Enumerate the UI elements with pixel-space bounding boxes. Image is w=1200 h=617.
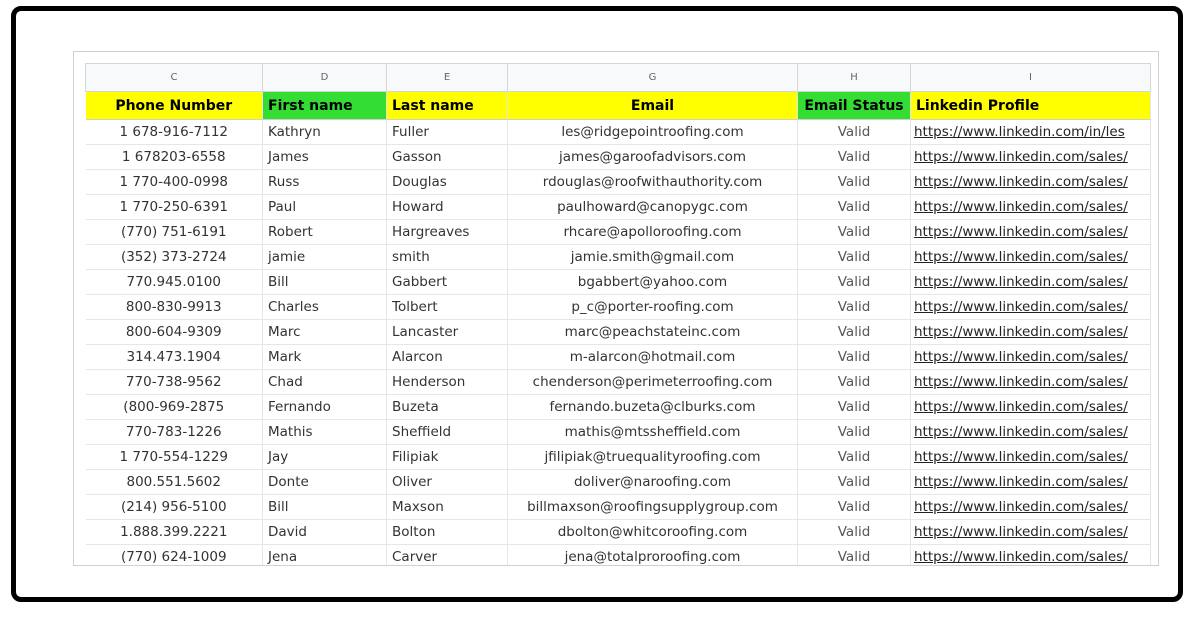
cell-email-status[interactable]: Valid	[798, 145, 911, 170]
table-row	[86, 245, 1151, 270]
cell-email-status[interactable]: Valid	[798, 420, 911, 445]
table-row	[86, 495, 1151, 520]
cell-first-name[interactable]: Donte	[263, 470, 387, 495]
cell-last-name[interactable]: Carver	[387, 545, 508, 567]
table-row	[86, 370, 1151, 395]
cell-linkedin-profile[interactable]: https://www.linkedin.com/sales/	[911, 145, 1151, 170]
cell-linkedin-profile[interactable]: https://www.linkedin.com/sales/	[911, 445, 1151, 470]
cell-linkedin-profile[interactable]: https://www.linkedin.com/sales/	[911, 170, 1151, 195]
cell-first-name[interactable]: Mathis	[263, 420, 387, 445]
cell-phone[interactable]: (352) 373-2724	[86, 245, 263, 270]
table-row	[86, 295, 1151, 320]
cell-phone[interactable]: 800.551.5602	[86, 470, 263, 495]
table-row	[86, 145, 1151, 170]
header-last-name[interactable]: Last name	[387, 92, 508, 120]
table-row	[86, 420, 1151, 445]
data-table	[85, 63, 1151, 566]
cell-first-name[interactable]: Charles	[263, 295, 387, 320]
cell-phone[interactable]: (800-969-2875	[86, 395, 263, 420]
header-phone-number[interactable]: Phone Number	[86, 92, 263, 120]
cell-email-status[interactable]: Valid	[798, 245, 911, 270]
column-letter-h[interactable]: H	[798, 64, 911, 92]
cell-linkedin-profile[interactable]: https://www.linkedin.com/sales/	[911, 420, 1151, 445]
cell-email-status[interactable]: Valid	[798, 370, 911, 395]
cell-phone[interactable]: 1 770-554-1229	[86, 445, 263, 470]
cell-linkedin-profile[interactable]: https://www.linkedin.com/in/les	[911, 120, 1151, 145]
cell-email[interactable]: jena@totalproroofing.com	[508, 545, 798, 567]
cell-last-name[interactable]: Filipiak	[387, 445, 508, 470]
cell-email[interactable]: doliver@naroofing.com	[508, 470, 798, 495]
cell-last-name[interactable]: Oliver	[387, 470, 508, 495]
cell-linkedin-profile[interactable]: https://www.linkedin.com/sales/	[911, 545, 1151, 567]
cell-last-name[interactable]: Bolton	[387, 520, 508, 545]
cell-email[interactable]: fernando.buzeta@clburks.com	[508, 395, 798, 420]
cell-phone[interactable]: 1 770-400-0998	[86, 170, 263, 195]
cell-phone[interactable]: 1 678203-6558	[86, 145, 263, 170]
header-first-name[interactable]: First name	[263, 92, 387, 120]
cell-first-name[interactable]: Bill	[263, 270, 387, 295]
table-row	[86, 120, 1151, 145]
cell-phone[interactable]: (770) 751-6191	[86, 220, 263, 245]
cell-email[interactable]: james@garoofadvisors.com	[508, 145, 798, 170]
cell-linkedin-profile[interactable]: https://www.linkedin.com/sales/	[911, 345, 1151, 370]
cell-phone[interactable]: 1 678-916-7112	[86, 120, 263, 145]
cell-email[interactable]: mathis@mtssheffield.com	[508, 420, 798, 445]
cell-last-name[interactable]: Gasson	[387, 145, 508, 170]
cell-first-name[interactable]: Fernando	[263, 395, 387, 420]
spreadsheet	[73, 51, 1159, 566]
table-row	[86, 345, 1151, 370]
cell-first-name[interactable]: Jay	[263, 445, 387, 470]
cell-linkedin-profile[interactable]: https://www.linkedin.com/sales/	[911, 395, 1151, 420]
cell-email-status[interactable]: Valid	[798, 445, 911, 470]
cell-phone[interactable]: 1.888.399.2221	[86, 520, 263, 545]
cell-first-name[interactable]: Chad	[263, 370, 387, 395]
cell-email[interactable]: dbolton@whitcoroofing.com	[508, 520, 798, 545]
cell-linkedin-profile[interactable]: https://www.linkedin.com/sales/	[911, 370, 1151, 395]
table-row	[86, 270, 1151, 295]
cell-linkedin-profile[interactable]: https://www.linkedin.com/sales/	[911, 470, 1151, 495]
cell-email-status[interactable]: Valid	[798, 295, 911, 320]
cell-phone[interactable]: 314.473.1904	[86, 345, 263, 370]
cell-email[interactable]: m-alarcon@hotmail.com	[508, 345, 798, 370]
table-row	[86, 195, 1151, 220]
cell-phone[interactable]: 770-783-1226	[86, 420, 263, 445]
cell-email[interactable]: paulhoward@canopygc.com	[508, 195, 798, 220]
cell-first-name[interactable]: Jena	[263, 545, 387, 567]
cell-linkedin-profile[interactable]: https://www.linkedin.com/sales/	[911, 295, 1151, 320]
cell-last-name[interactable]: Buzeta	[387, 395, 508, 420]
cell-email-status[interactable]: Valid	[798, 270, 911, 295]
cell-linkedin-profile[interactable]: https://www.linkedin.com/sales/	[911, 195, 1151, 220]
table-row	[86, 170, 1151, 195]
cell-email-status[interactable]: Valid	[798, 345, 911, 370]
cell-email[interactable]: rhcare@apolloroofing.com	[508, 220, 798, 245]
cell-first-name[interactable]: Russ	[263, 170, 387, 195]
cell-phone[interactable]: 770.945.0100	[86, 270, 263, 295]
table-row	[86, 320, 1151, 345]
column-letter-e[interactable]: E	[387, 64, 508, 92]
cell-linkedin-profile[interactable]: https://www.linkedin.com/sales/	[911, 245, 1151, 270]
cell-email[interactable]: chenderson@perimeterroofing.com	[508, 370, 798, 395]
cell-first-name[interactable]: jamie	[263, 245, 387, 270]
cell-linkedin-profile[interactable]: https://www.linkedin.com/sales/	[911, 220, 1151, 245]
cell-email-status[interactable]: Valid	[798, 470, 911, 495]
cell-email[interactable]: rdouglas@roofwithauthority.com	[508, 170, 798, 195]
cell-last-name[interactable]: Fuller	[387, 120, 508, 145]
table-row	[86, 395, 1151, 420]
header-row	[86, 92, 1151, 120]
cell-email-status[interactable]: Valid	[798, 545, 911, 567]
cell-first-name[interactable]: Bill	[263, 495, 387, 520]
cell-first-name[interactable]: Marc	[263, 320, 387, 345]
table-row	[86, 470, 1151, 495]
table-row	[86, 445, 1151, 470]
cell-first-name[interactable]: David	[263, 520, 387, 545]
header-linkedin-profile[interactable]: Linkedin Profile	[911, 92, 1151, 120]
cell-first-name[interactable]: Paul	[263, 195, 387, 220]
cell-linkedin-profile[interactable]: https://www.linkedin.com/sales/	[911, 495, 1151, 520]
column-letter-g[interactable]: G	[508, 64, 798, 92]
cell-first-name[interactable]: James	[263, 145, 387, 170]
cell-phone[interactable]: 1 770-250-6391	[86, 195, 263, 220]
header-email[interactable]: Email	[508, 92, 798, 120]
cell-phone[interactable]: 800-830-9913	[86, 295, 263, 320]
cell-phone[interactable]: 770-738-9562	[86, 370, 263, 395]
cell-email-status[interactable]: Valid	[798, 520, 911, 545]
cell-first-name[interactable]: Mark	[263, 345, 387, 370]
cell-last-name[interactable]: Howard	[387, 195, 508, 220]
cell-first-name[interactable]: Kathryn	[263, 120, 387, 145]
cell-last-name[interactable]: Sheffield	[387, 420, 508, 445]
cell-last-name[interactable]: Alarcon	[387, 345, 508, 370]
cell-email-status[interactable]: Valid	[798, 220, 911, 245]
cell-phone[interactable]: (214) 956-5100	[86, 495, 263, 520]
column-letter-row	[86, 64, 1151, 92]
cell-last-name[interactable]: smith	[387, 245, 508, 270]
cell-email[interactable]: billmaxson@roofingsupplygroup.com	[508, 495, 798, 520]
cell-linkedin-profile[interactable]: https://www.linkedin.com/sales/	[911, 520, 1151, 545]
cell-email[interactable]: jfilipiak@truequalityroofing.com	[508, 445, 798, 470]
cell-email-status[interactable]: Valid	[798, 395, 911, 420]
cell-linkedin-profile[interactable]: https://www.linkedin.com/sales/	[911, 270, 1151, 295]
cell-last-name[interactable]: Henderson	[387, 370, 508, 395]
cell-email[interactable]: marc@peachstateinc.com	[508, 320, 798, 345]
cell-email[interactable]: p_c@porter-roofing.com	[508, 295, 798, 320]
table-row	[86, 220, 1151, 245]
cell-last-name[interactable]: Gabbert	[387, 270, 508, 295]
cell-email[interactable]: les@ridgepointroofing.com	[508, 120, 798, 145]
cell-phone[interactable]: (770) 624-1009	[86, 545, 263, 567]
column-letter-c[interactable]: C	[86, 64, 263, 92]
cell-first-name[interactable]: Robert	[263, 220, 387, 245]
cell-email-status[interactable]: Valid	[798, 320, 911, 345]
column-letter-d[interactable]: D	[263, 64, 387, 92]
cell-email-status[interactable]: Valid	[798, 195, 911, 220]
cell-last-name[interactable]: Lancaster	[387, 320, 508, 345]
cell-linkedin-profile[interactable]: https://www.linkedin.com/sales/	[911, 320, 1151, 345]
table-row	[86, 545, 1151, 567]
cell-email-status[interactable]: Valid	[798, 120, 911, 145]
cell-last-name[interactable]: Hargreaves	[387, 220, 508, 245]
cell-email[interactable]: bgabbert@yahoo.com	[508, 270, 798, 295]
header-email-status[interactable]: Email Status	[798, 92, 911, 120]
cell-last-name[interactable]: Maxson	[387, 495, 508, 520]
cell-email-status[interactable]: Valid	[798, 170, 911, 195]
cell-last-name[interactable]: Douglas	[387, 170, 508, 195]
cell-phone[interactable]: 800-604-9309	[86, 320, 263, 345]
table-row	[86, 520, 1151, 545]
column-letter-i[interactable]: I	[911, 64, 1151, 92]
cell-last-name[interactable]: Tolbert	[387, 295, 508, 320]
cell-email[interactable]: jamie.smith@gmail.com	[508, 245, 798, 270]
cell-email-status[interactable]: Valid	[798, 495, 911, 520]
